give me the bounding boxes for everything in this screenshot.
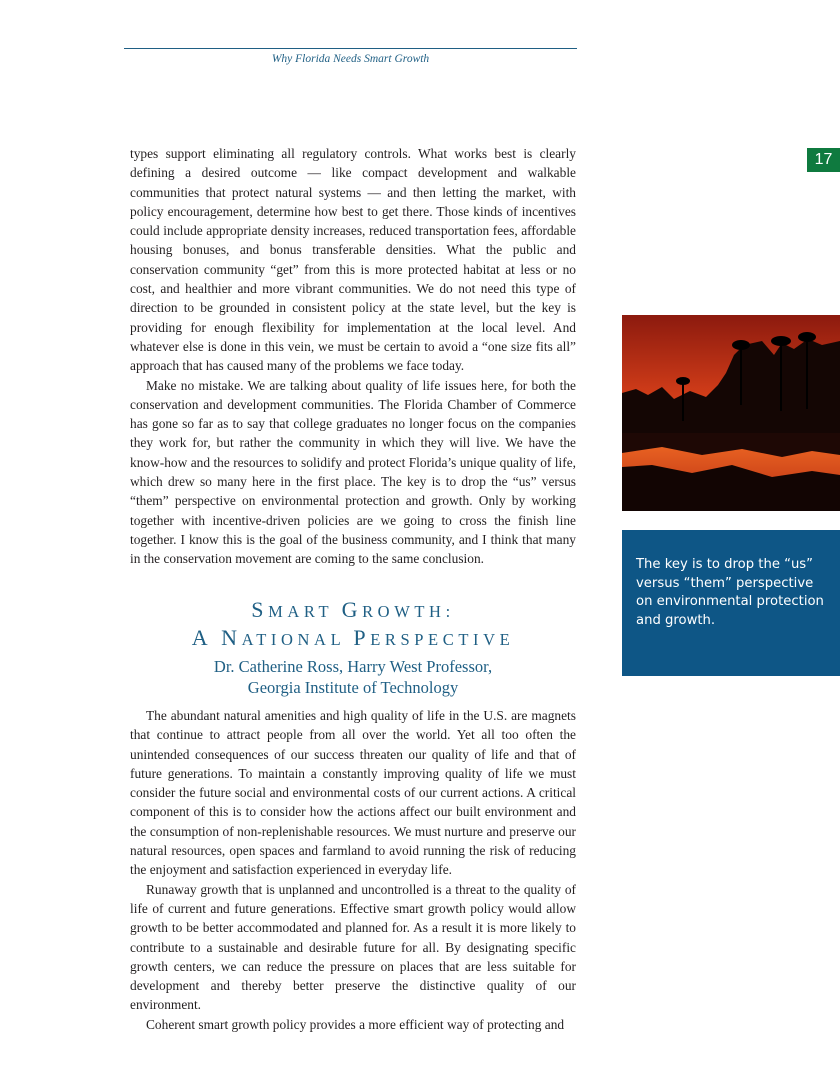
- sunset-palm-photo: [622, 315, 840, 511]
- paragraph: Coherent smart growth policy provides a more efficient way of protecting and: [146, 1016, 565, 1032]
- paragraph: Make no mistake. We are talking about quality of life issues here, for both the conservation and development communities. The Florida Chamber of Commerce has gone so far as to say that college graduates no longer focus on the companies they work for, but rather the community in which they will live. We have the know-how and the resources to solidify and protect Florida’s unique quality of life, which drew so many here in the first place. The key is to drop the “us” versus “them” perspective on environmental protection and growth. Only by working together with incentive-driven policies are we going to cross the finish line together. I know this is the goal of the business community, and I think that many in the conservation movement are coming to the same conclusion.: [130, 377, 576, 567]
- author-affiliation: Georgia Institute of Technology: [247, 678, 459, 697]
- section-title-line-1: SMART GROWTH:: [251, 597, 455, 622]
- paragraph: The abundant natural amenities and high quality of life in the U.S. are magnets that continue to attract people from all over the world. Yet all too often the unintended consequences of our success threaten our quality of life and that of future generations. To maintain a constantly improving quality of life we must consider the future social and environmental costs of our current actions. A critical component of this is to consider how the actions affect our built environment and the consumption of non-replenishable resources. We must nurture and preserve our natural resources, open spaces and farmland to avoid running the risk of reducing the enjoyment and satisfaction experienced in everyday life.: [130, 708, 576, 878]
- header-rule: [124, 48, 577, 49]
- pull-quote: The key is to drop the “us” versus “them” perspective on environmental protection and growth.: [622, 530, 840, 676]
- body-text-bottom: [130, 706, 576, 1034]
- running-header: Why Florida Needs Smart Growth: [271, 53, 430, 65]
- author-byline: [130, 656, 576, 698]
- page-number: 17: [807, 148, 840, 172]
- paragraph: types support eliminating all regulatory controls. What works best is clearly defining a desired outcome — like compact development and walkable communities that protect natural systems — and then letting the market, with policy encouragement, determine how best to get there. Those kinds of incentives could include appropriate density increases, reduced transportation fees, affordable housing bonuses, and bonus transferable densities. What the public and conservation community “get” from this is more protected habitat at less or no cost, and healthier and more vibrant communities. We do not need this type of direction to be grounded in consistent policy at the state level, but the key is providing for enough flexibility for implementation at the local level. And whatever else is done in this vein, we must be certain to avoid a “one size fits all” approach that has caused many of the problems we face today.: [130, 146, 576, 374]
- section-title-line-2: A NATIONAL PERSPECTIVE: [191, 625, 515, 650]
- author-name: Dr. Catherine Ross, Harry West Professor,: [213, 657, 493, 676]
- section-title: [130, 597, 576, 653]
- paragraph: Runaway growth that is unplanned and uncontrolled is a threat to the quality of life of current and future generations. Effective smart growth policy would allow growth to be better accommodated and planned for. As a result it is more likely to contribute to a sustainable and desirable future for all. By designating specific growth centers, we can reduce the pressure on places that are less suitable for development and thereby better preserve the distinctive quality of our environment.: [130, 881, 576, 1013]
- body-text-top: [130, 144, 576, 569]
